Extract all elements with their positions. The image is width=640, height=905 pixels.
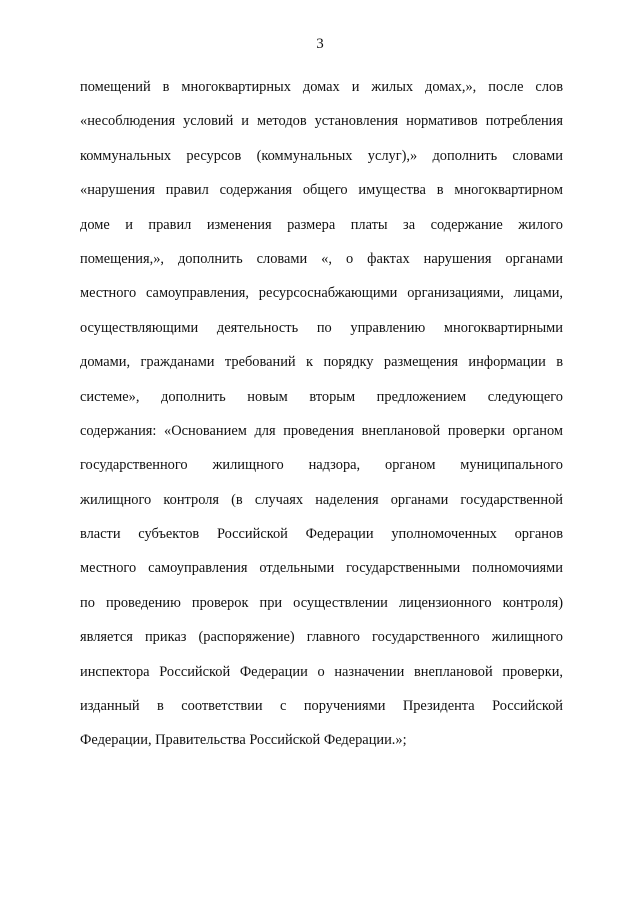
text-line: по проведению проверок при осуществлении лицензионного контроля) [80,594,563,611]
text-line: местного самоуправления отдельными государственными полномочиями [80,560,563,577]
text-line-last: Федерации, Правительства Российской Федерации.»; [80,732,407,749]
text-line: является приказ (распоряжение) главного государственного жилищного [80,629,563,646]
text-line: помещений в многоквартирных домах и жилых домах,», после слов [80,79,563,95]
text-line: содержания: «Основанием для проведения внеплановой проверки органом [80,422,563,439]
text-line: власти субъектов Российской Федерации уполномоченных органов [80,526,563,543]
text-line: «нарушения правил содержания общего имущества в многоквартирном [80,182,563,199]
text-line: коммунальных ресурсов (коммунальных услуг),» дополнить словами [80,147,563,164]
text-line: доме и правил изменения размера платы за содержание жилого [80,216,563,233]
text-line: системе», дополнить новым вторым предложением следующего [80,388,563,405]
page-number: 3 [316,36,324,52]
text-line: государственного жилищного надзора, органом муниципального [80,457,563,474]
text-line: помещения,», дополнить словами «, о фактах нарушения органами [80,250,563,267]
text-line: жилищного контроля (в случаях наделения органами государственной [80,491,563,508]
text-line: инспектора Российской Федерации о назначении внеплановой проверки, [80,663,563,680]
text-line: домами, гражданами требований к порядку размещения информации в [80,354,563,371]
text-line: местного самоуправления, ресурсоснабжающими организациями, лицами, [80,285,563,302]
text-line: изданный в соответствии с поручениями Президента Российской [80,698,563,715]
text-line: «несоблюдения условий и методов установления нормативов потребления [80,113,563,130]
text-line: осуществляющими деятельность по управлению многоквартирными [80,319,563,336]
body-text [80,70,563,758]
